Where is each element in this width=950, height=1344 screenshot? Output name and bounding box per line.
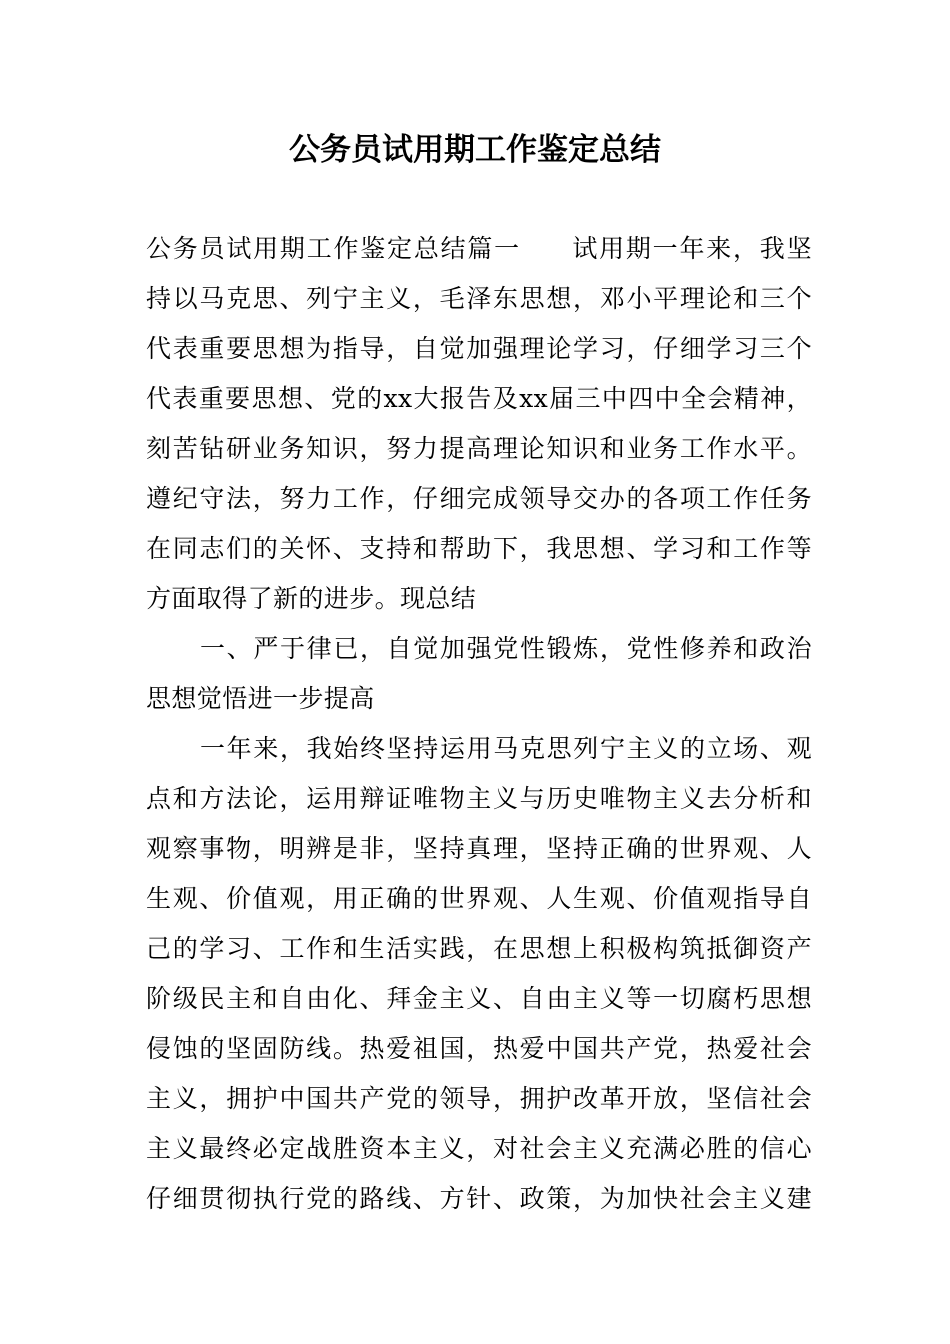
paragraph-line: 仔细贯彻执行党的路线、方针、政策，为加快社会主义建: [146, 1184, 812, 1213]
paragraph-line: 点和方法论，运用辩证唯物主义与历史唯物主义去分析和: [146, 784, 812, 813]
paragraph-line: [146, 224, 812, 274]
paragraph-line: 己的学习、工作和生活实践，在思想上积极构筑抵御资产: [146, 934, 812, 963]
document-title: 公务员试用期工作鉴定总结: [289, 132, 661, 168]
paragraph-text: 试用期一年来，我坚: [570, 234, 812, 263]
paragraph-line: 持以马克思、列宁主义，毛泽东思想，邓小平理论和三个: [146, 284, 812, 313]
paragraph-line: 观察事物，明辨是非，坚持真理，坚持正确的世界观、人: [146, 834, 812, 863]
paragraph-line: 方面取得了新的进步。现总结: [146, 584, 477, 613]
paragraph-line: 在同志们的关怀、支持和帮助下，我思想、学习和工作等: [146, 534, 812, 563]
section-heading-line: 思想觉悟进一步提高: [146, 684, 375, 713]
paragraph-line: 一年来，我始终坚持运用马克思列宁主义的立场、观: [200, 734, 812, 763]
paragraph-line: 主义，拥护中国共产党的领导，拥护改革开放，坚信社会: [146, 1084, 812, 1113]
paragraph-line: 代表重要思想、党的xx大报告及xx届三中四中全会精神，: [146, 384, 812, 413]
document-body: [146, 224, 812, 1224]
paragraph-line: 生观、价值观，用正确的世界观、人生观、价值观指导自: [146, 884, 812, 913]
paragraph-line: 代表重要思想为指导，自觉加强理论学习，仔细学习三个: [146, 334, 812, 363]
paragraph-line: 刻苦钻研业务知识，努力提高理论知识和业务工作水平。: [146, 434, 812, 463]
section-label: 公务员试用期工作鉴定总结篇一: [146, 234, 521, 263]
paragraph-line: 遵纪守法，努力工作，仔细完成领导交办的各项工作任务: [146, 484, 812, 513]
paragraph-line: 阶级民主和自由化、拜金主义、自由主义等一切腐朽思想: [146, 984, 812, 1013]
paragraph-line: 主义最终必定战胜资本主义，对社会主义充满必胜的信心: [146, 1134, 812, 1163]
section-heading-line: 一、严于律已，自觉加强党性锻炼，党性修养和政治: [200, 634, 812, 663]
paragraph-line: 侵蚀的坚固防线。热爱祖国，热爱中国共产党，热爱社会: [146, 1034, 812, 1063]
